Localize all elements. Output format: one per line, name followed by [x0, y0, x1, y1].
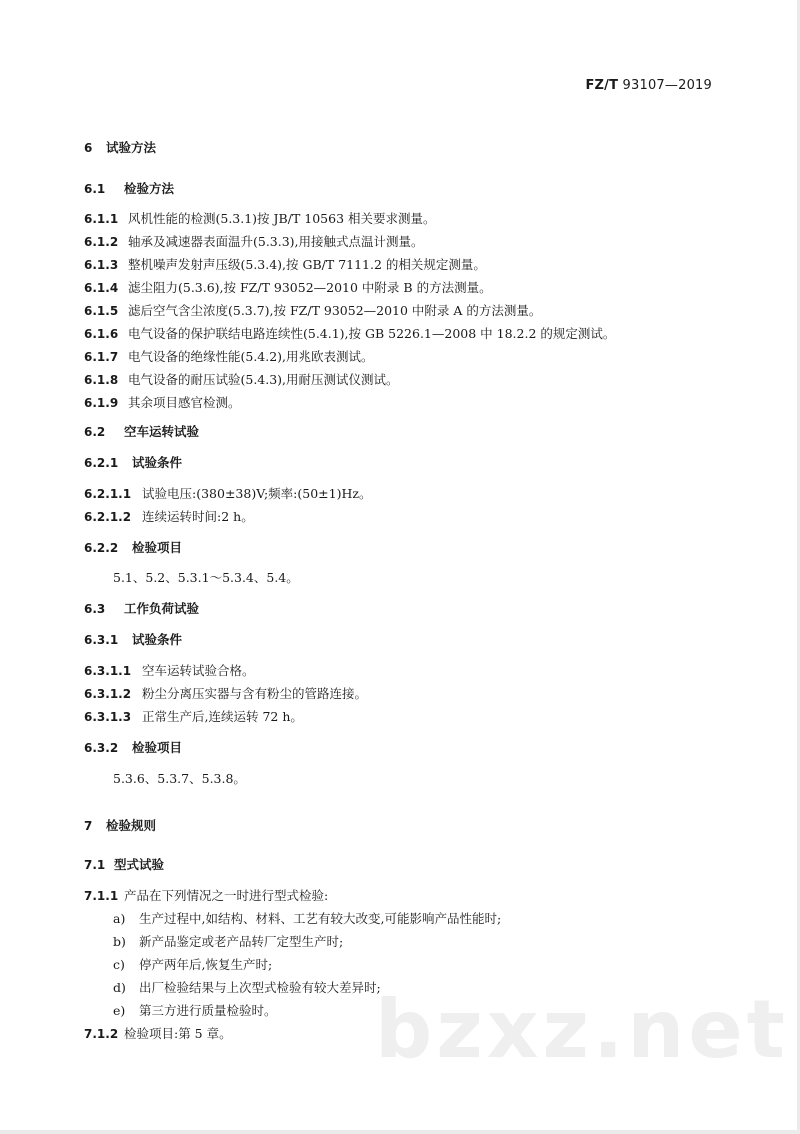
clause-6-1-7: 6.1.7 电气设备的绝缘性能(5.4.2),用兆欧表测试。	[84, 349, 374, 364]
section-heading-6-3: 6.3 工作负荷试验	[84, 601, 200, 616]
section-heading-6-2-2: 6.2.2 检验项目	[84, 540, 183, 555]
clause-6-1-1: 6.1.1 风机性能的检测(5.3.1)按 JB/T 10563 相关要求测量。	[84, 211, 436, 226]
clause-6-1-2: 6.1.2 轴承及减速器表面温升(5.3.3),用接触式点温计测量。	[84, 234, 424, 249]
clause-7-1-2: 7.1.2 检验项目:第 5 章。	[84, 1026, 232, 1041]
section-heading-6-3-1: 6.3.1 试验条件	[84, 632, 183, 647]
section-heading-6-1: 6.1 检验方法	[84, 181, 175, 196]
list-item-c: c) 停产两年后,恢复生产时;	[113, 957, 273, 972]
clause-6-1-3: 6.1.3 整机噪声发射声压级(5.3.4),按 GB/T 7111.2 的相关规定测量。	[84, 257, 486, 272]
clause-6-3-2-body: 5.3.6、5.3.7、5.3.8。	[113, 771, 246, 786]
clause-6-1-9: 6.1.9 其余项目感官检测。	[84, 395, 241, 410]
section-heading-6: 6 试验方法	[84, 140, 157, 155]
section-heading-7-1: 7.1 型式试验	[84, 857, 165, 872]
clause-6-2-1-2: 6.2.1.2 连续运转时间:2 h。	[84, 509, 254, 524]
section-heading-6-3-2: 6.3.2 检验项目	[84, 740, 183, 755]
clause-6-1-4: 6.1.4 滤尘阻力(5.3.6),按 FZ/T 93052—2010 中附录 B 的方法测量。	[84, 280, 492, 295]
list-item-d: d) 出厂检验结果与上次型式检验有较大差异时;	[113, 980, 381, 995]
clause-7-1-1: 7.1.1 产品在下列情况之一时进行型式检验:	[84, 888, 329, 903]
clause-6-1-6: 6.1.6 电气设备的保护联结电路连续性(5.4.1),按 GB 5226.1—2008 中 18.2.2 的规定测试。	[84, 326, 616, 341]
list-item-b: b) 新产品鉴定或老产品转厂定型生产时;	[113, 934, 344, 949]
list-item-a: a) 生产过程中,如结构、材料、工艺有较大改变,可能影响产品性能时;	[113, 911, 502, 926]
clause-6-2-2-body: 5.1、5.2、5.3.1～5.3.4、5.4。	[113, 570, 299, 585]
clause-6-1-5: 6.1.5 滤后空气含尘浓度(5.3.7),按 FZ/T 93052—2010 中附录 A 的方法测量。	[84, 303, 542, 318]
list-item-e: e) 第三方进行质量检验时。	[113, 1003, 277, 1018]
clause-6-1-8: 6.1.8 电气设备的耐压试验(5.4.3),用耐压测试仪测试。	[84, 372, 399, 387]
standard-number: FZ/T 93107—2019	[585, 78, 712, 93]
clause-6-3-1-1: 6.3.1.1 空车运转试验合格。	[84, 663, 255, 678]
section-heading-7: 7 检验规则	[84, 818, 157, 833]
clause-6-2-1-1: 6.2.1.1 试验电压:(380±38)V;频率:(50±1)Hz。	[84, 486, 372, 501]
watermark: bzxz.net	[375, 983, 789, 1076]
clause-6-3-1-2: 6.3.1.2 粉尘分离压实器与含有粉尘的管路连接。	[84, 686, 368, 701]
section-heading-6-2: 6.2 空车运转试验	[84, 424, 200, 439]
clause-6-3-1-3: 6.3.1.3 正常生产后,连续运转 72 h。	[84, 709, 303, 724]
section-heading-6-2-1: 6.2.1 试验条件	[84, 455, 183, 470]
